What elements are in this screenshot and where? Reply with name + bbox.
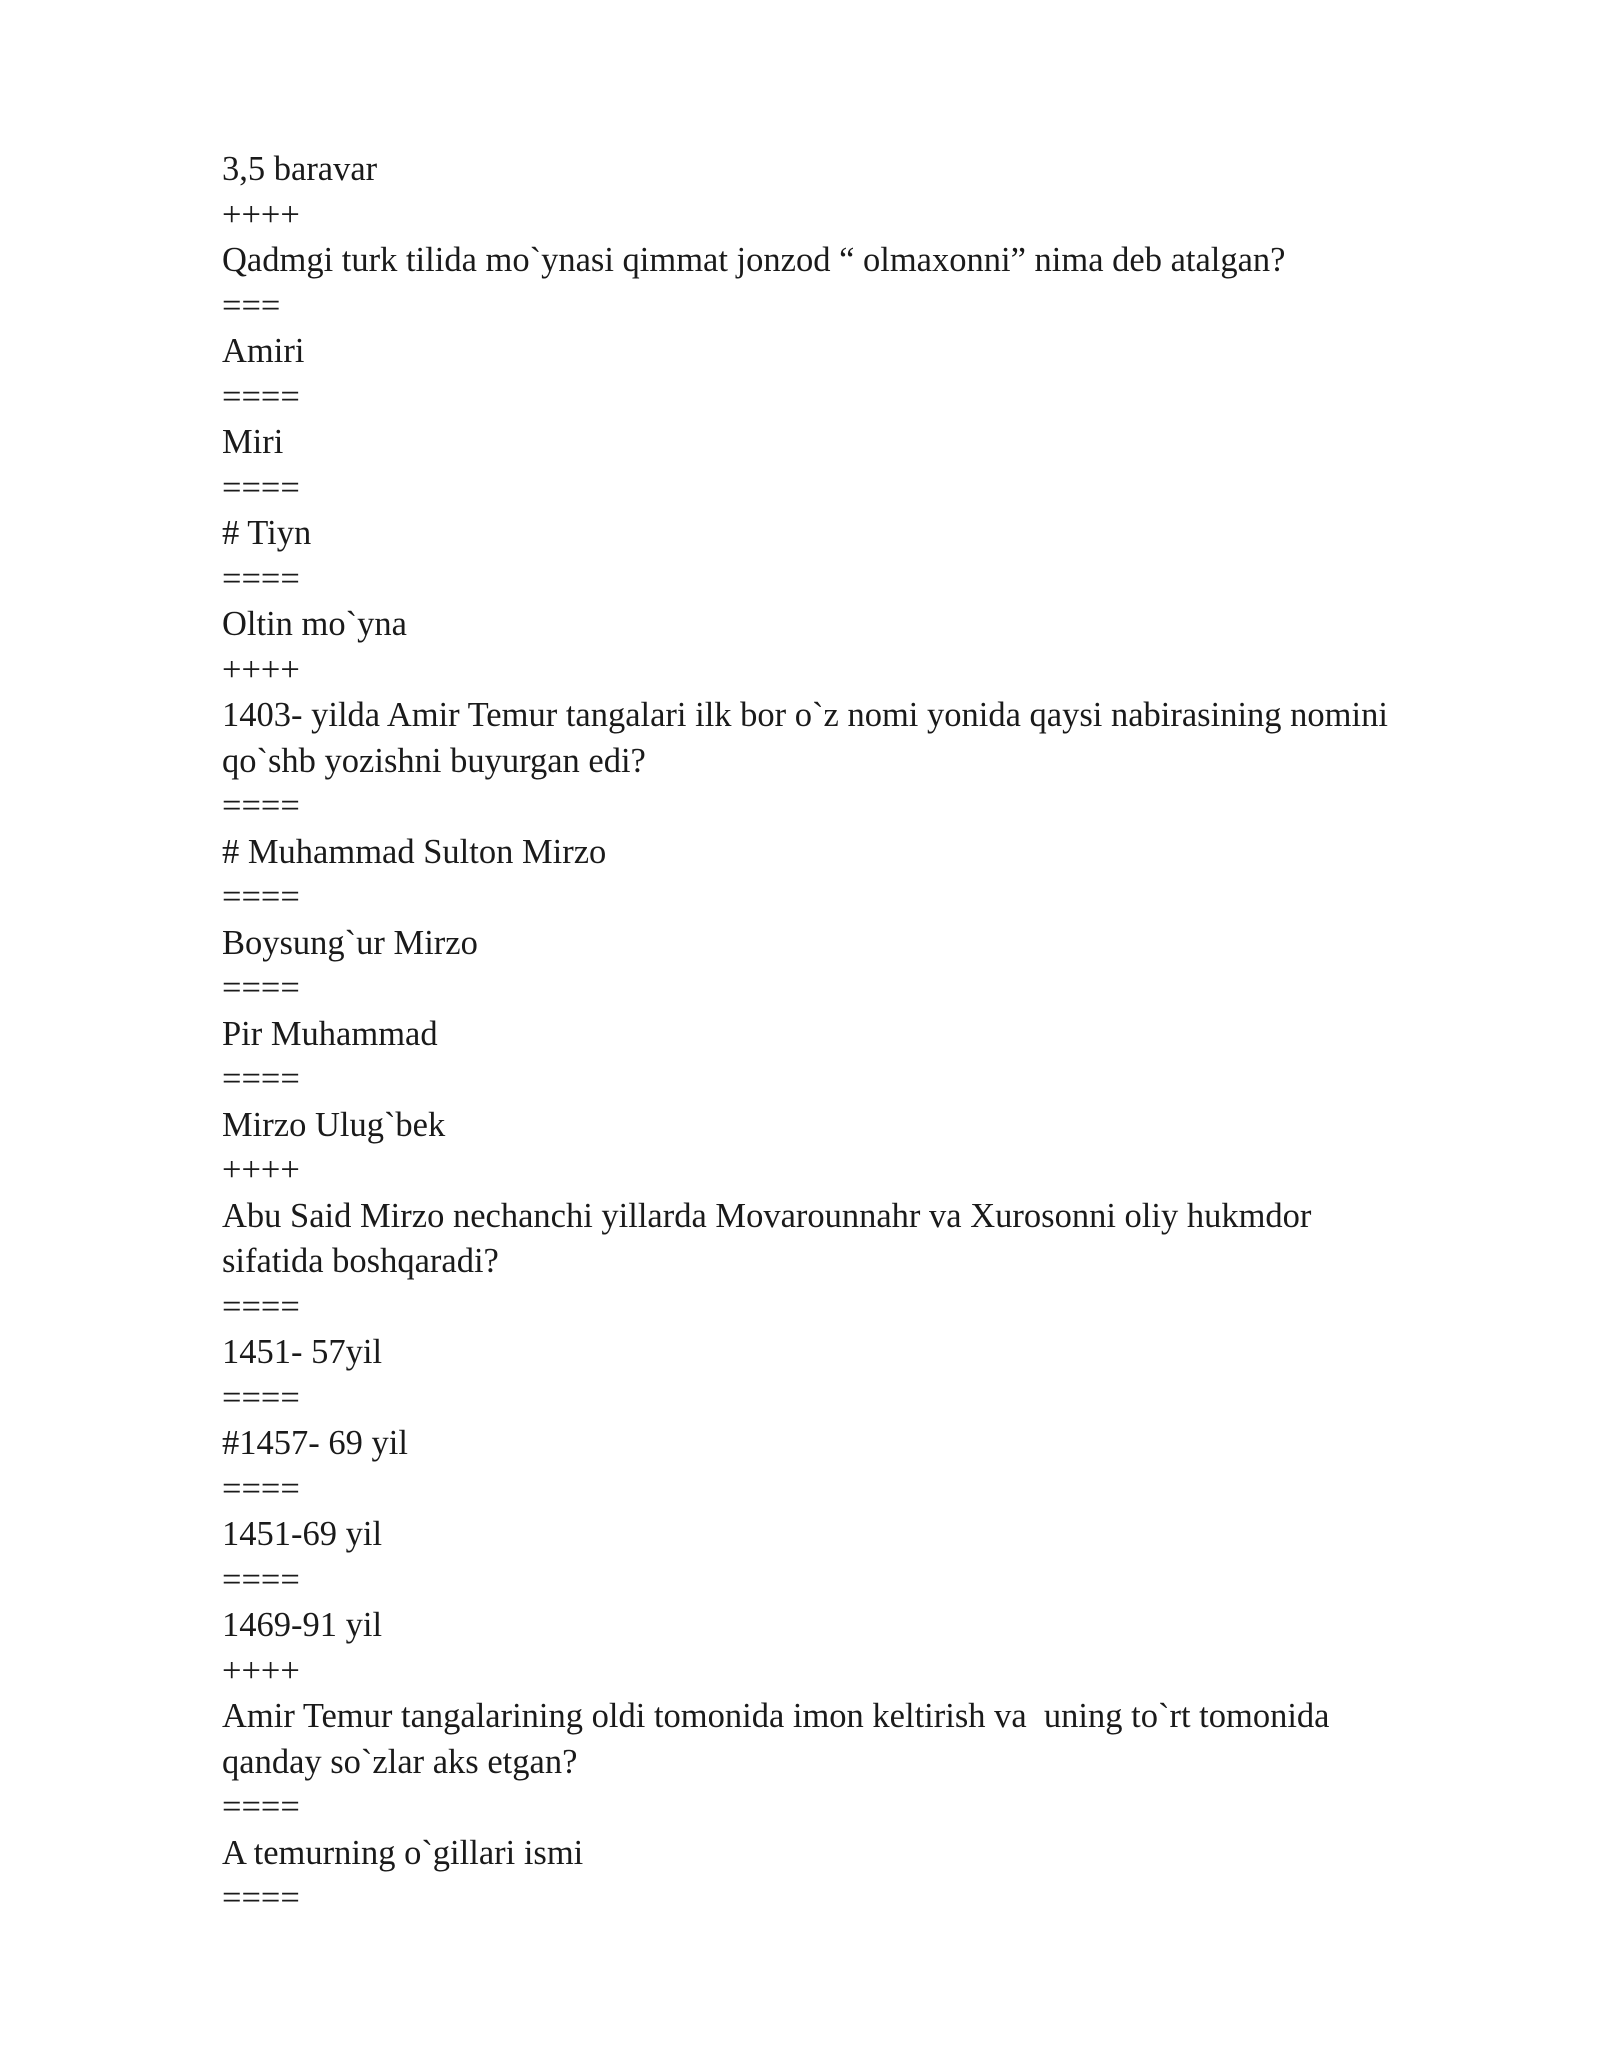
question-text: 1403- yilda Amir Temur tangalari ilk bor o`z nomi yonida qaysi nabirasining nomini xyxy=(222,696,1388,734)
answer-option: 3,5 baravar xyxy=(222,150,378,188)
question-separator: ++++ xyxy=(222,195,300,234)
question-text: Qadmgi turk tilida mo`ynasi qimmat jonzod “ olmaxonni” nima deb atalgan? xyxy=(222,241,1286,279)
option-separator: ==== xyxy=(222,1287,300,1326)
option-separator: ==== xyxy=(222,1560,300,1599)
question-text: Abu Said Mirzo nechanchi yillarda Movarounnahr va Xurosonni oliy hukmdor xyxy=(222,1196,1312,1235)
answer-option: 1451- 57yil xyxy=(222,1333,383,1371)
option-separator: ==== xyxy=(222,1469,300,1508)
option-separator: ==== xyxy=(222,969,300,1007)
answer-option: 1469-91 yil xyxy=(222,1606,383,1644)
answer-option: Oltin mo`yna xyxy=(222,605,407,643)
answer-option: Mirzo Ulug`bek xyxy=(222,1105,446,1144)
correct-answer-option: # Tiyn xyxy=(222,514,312,552)
option-separator: ==== xyxy=(222,559,300,598)
answer-option: Amiri xyxy=(222,332,305,370)
correct-answer-option: #1457- 69 yil xyxy=(222,1424,408,1462)
question-text: Amir Temur tangalarining oldi tomonida imon keltirish va uning to`rt tomonida xyxy=(222,1697,1330,1735)
option-separator: ==== xyxy=(222,1378,300,1417)
option-separator: ==== xyxy=(222,468,300,507)
question-text: sifatida boshqaradi? xyxy=(222,1242,499,1280)
document-body xyxy=(222,147,1472,1922)
option-separator: === xyxy=(222,286,281,325)
option-separator: ==== xyxy=(222,377,300,416)
answer-option: Miri xyxy=(222,423,284,461)
correct-answer-option: # Muhammad Sulton Mirzo xyxy=(222,832,607,871)
question-separator: ++++ xyxy=(222,1651,300,1690)
question-separator: ++++ xyxy=(222,650,300,689)
answer-option: Boysung`ur Mirzo xyxy=(222,923,478,962)
option-separator: ==== xyxy=(222,1788,300,1826)
question-text: qanday so`zlar aks etgan? xyxy=(222,1742,578,1781)
answer-option: 1451-69 yil xyxy=(222,1515,383,1553)
option-separator: ==== xyxy=(222,1060,300,1098)
question-text: qo`shb yozishni buyurgan edi? xyxy=(222,741,646,780)
option-separator: ==== xyxy=(222,787,300,825)
option-separator: ==== xyxy=(222,1879,300,1917)
question-separator: ++++ xyxy=(222,1151,300,1189)
answer-option: A temurning o`gillari ismi xyxy=(222,1833,584,1872)
option-separator: ==== xyxy=(222,878,300,916)
answer-option: Pir Muhammad xyxy=(222,1014,438,1053)
